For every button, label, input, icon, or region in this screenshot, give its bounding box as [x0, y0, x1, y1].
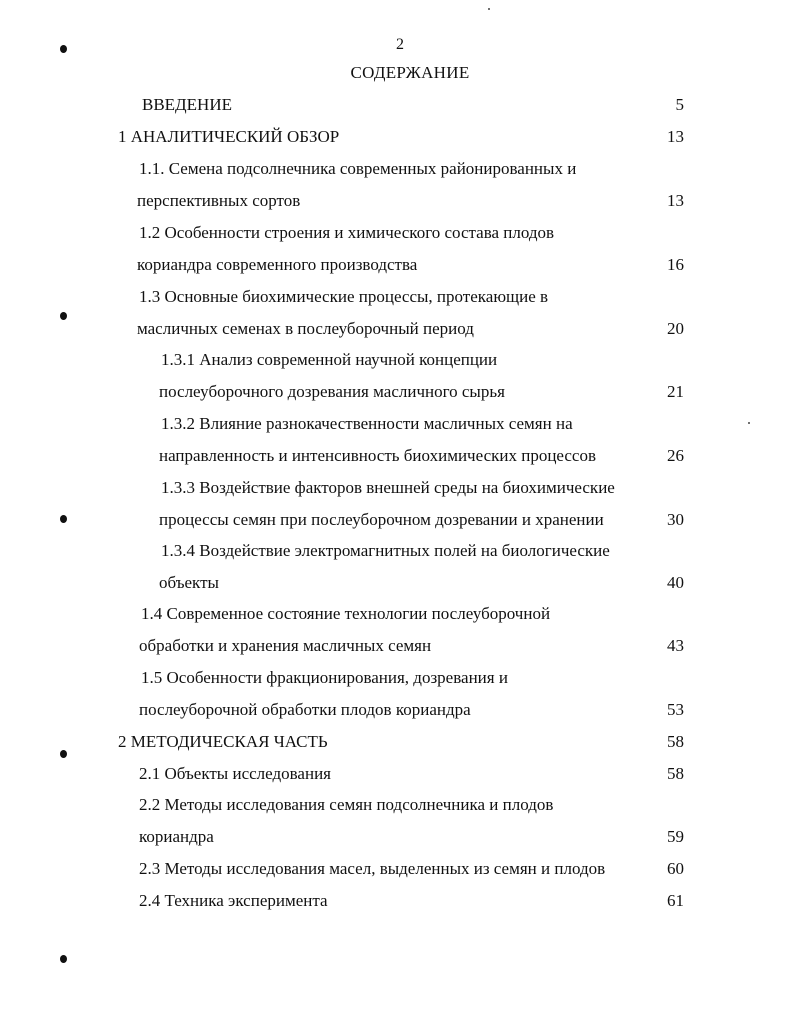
scan-mark-5 — [60, 955, 67, 963]
toc-entry-1-4-line-1: 1.4 Современное состояние технологии послеуборочной — [141, 604, 551, 623]
page-title: СОДЕРЖАНИЕ — [350, 63, 470, 82]
toc-entry-1-1-line-2: перспективных сортов — [137, 191, 301, 210]
toc-entry-section-1: 1 АНАЛИТИЧЕСКИЙ ОБЗОР — [118, 127, 340, 146]
toc-page-number: 26 — [667, 446, 684, 465]
toc-page-number: 13 — [667, 127, 684, 146]
toc-entry-section-2: 2 МЕТОДИЧЕСКАЯ ЧАСТЬ — [118, 732, 328, 751]
scan-mark-2 — [60, 312, 67, 320]
toc-entry-1-3-2-line-2: направленность и интенсивность биохимических процессов — [159, 446, 597, 465]
scan-speck-2 — [748, 422, 750, 424]
toc-entry-1-5-line-1: 1.5 Особенности фракционирования, дозревания и — [141, 668, 508, 687]
toc-entry-2-2-line-2: кориандра — [139, 827, 214, 846]
toc-entry-2-1: 2.1 Объекты исследования — [139, 764, 331, 783]
scan-mark-1 — [60, 45, 67, 53]
scan-mark-4 — [60, 750, 67, 758]
toc-entry-2-3: 2.3 Методы исследования масел, выделенных из семян и плодов — [139, 859, 606, 878]
toc-page-number: 43 — [667, 636, 684, 655]
toc-entry-1-3-3-line-2: процессы семян при послеуборочном дозревании и хранении — [159, 510, 604, 529]
toc-entry-1-1-line-1: 1.1. Семена подсолнечника современных районированных и — [139, 159, 577, 178]
toc-entry-1-3-1-line-1: 1.3.1 Анализ современной научной концепции — [161, 350, 498, 369]
toc-entry-1-2-line-1: 1.2 Особенности строения и химического состава плодов — [139, 223, 555, 242]
page-number: 2 — [396, 36, 404, 53]
scan-speck-1 — [488, 8, 490, 10]
toc-entry-1-3-line-1: 1.3 Основные биохимические процессы, протекающие в — [139, 287, 549, 306]
toc-entry-1-3-2-line-1: 1.3.2 Влияние разнокачественности масличных семян на — [161, 414, 573, 433]
toc-entry-introduction: ВВЕДЕНИЕ — [142, 95, 232, 114]
toc-entry-1-3-4-line-1: 1.3.4 Воздействие электромагнитных полей на биологические — [161, 541, 610, 560]
toc-entry-1-3-4-line-2: объекты — [159, 573, 219, 592]
toc-page-number: 21 — [667, 382, 684, 401]
toc-entry-1-2-line-2: кориандра современного производства — [137, 255, 418, 274]
toc-page-number: 61 — [667, 891, 684, 910]
toc-page-number: 60 — [667, 859, 684, 878]
toc-entry-1-3-1-line-2: послеуборочного дозревания масличного сырья — [159, 382, 505, 401]
toc-page-number: 58 — [667, 732, 684, 751]
toc-page-number: 5 — [675, 95, 684, 114]
toc-entry-2-4: 2.4 Техника эксперимента — [139, 891, 328, 910]
toc-page-number: 40 — [667, 573, 684, 592]
scan-mark-3 — [60, 515, 67, 523]
toc-page-number: 13 — [667, 191, 684, 210]
toc-page-number: 59 — [667, 827, 684, 846]
toc-entry-1-3-line-2: масличных семенах в послеуборочный период — [137, 319, 474, 338]
toc-page-number: 58 — [667, 764, 684, 783]
toc-page-number: 30 — [667, 510, 684, 529]
toc-page-number: 53 — [667, 700, 684, 719]
toc-entry-2-2-line-1: 2.2 Методы исследования семян подсолнечника и плодов — [139, 795, 554, 814]
toc-page-number: 16 — [667, 255, 684, 274]
toc-entry-1-5-line-2: послеуборочной обработки плодов кориандра — [139, 700, 471, 719]
toc-entry-1-4-line-2: обработки и хранения масличных семян — [139, 636, 432, 655]
toc-entry-1-3-3-line-1: 1.3.3 Воздействие факторов внешней среды на биохимические — [161, 478, 615, 497]
toc-page-number: 20 — [667, 319, 684, 338]
